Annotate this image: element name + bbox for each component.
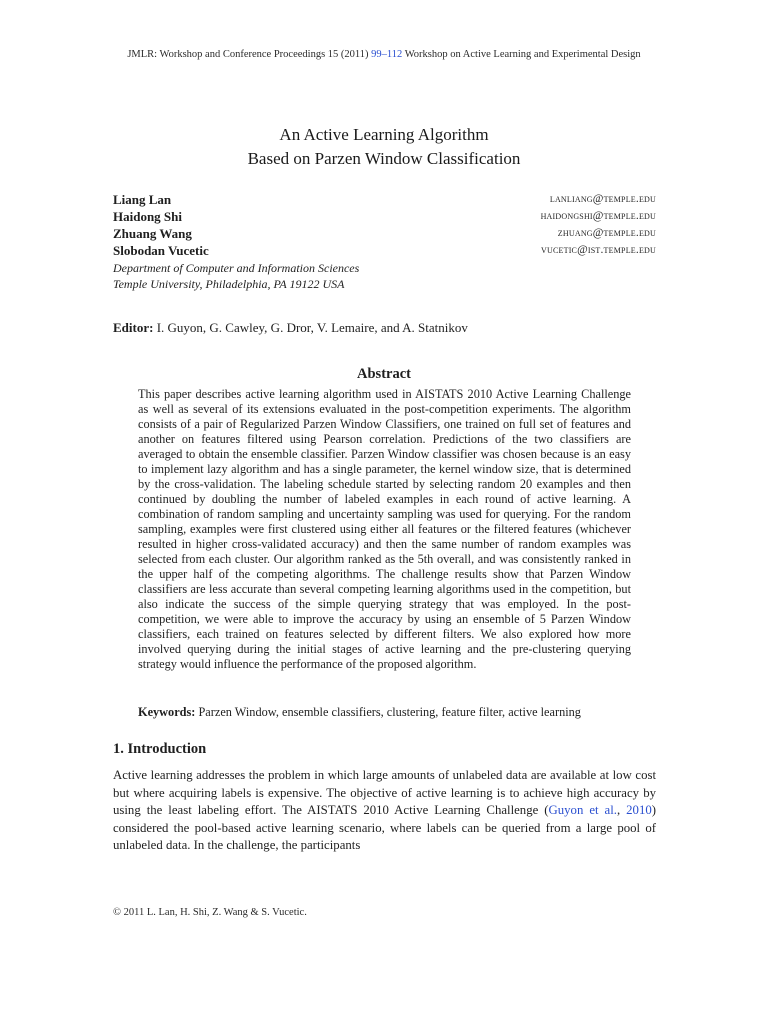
- page-range-link[interactable]: 99–112: [371, 49, 403, 60]
- author-row: [113, 225, 656, 242]
- author-email[interactable]: lanliang@temple.edu: [549, 193, 656, 205]
- author-block: [113, 191, 656, 292]
- title-line-2: Based on Parzen Window Classification: [247, 149, 521, 168]
- keywords-label: Keywords:: [138, 705, 196, 719]
- header-workshop: Workshop on Active Learning and Experimental Design: [404, 49, 641, 60]
- section-heading-introduction: 1. Introduction: [113, 741, 207, 757]
- paper-title: [0, 123, 768, 171]
- author-name: Haidong Shi: [113, 209, 183, 224]
- author-row: [113, 208, 656, 225]
- editor-names: I. Guyon, G. Cawley, G. Dror, V. Lemaire, and A. Statnikov: [156, 320, 468, 335]
- keywords-list: Parzen Window, ensemble classifiers, clustering, feature filter, active learning: [198, 705, 581, 719]
- citation-link-year[interactable]: 2010: [626, 803, 652, 818]
- abstract-heading: Abstract: [357, 366, 411, 382]
- affiliation-department: Department of Computer and Information Sciences: [113, 261, 360, 275]
- author-name: Zhuang Wang: [113, 226, 192, 241]
- citation-separator: ,: [616, 803, 627, 818]
- header-journal: JMLR: Workshop and Conference Proceedings 15 (2011): [127, 49, 369, 60]
- introduction-paragraph: [113, 767, 656, 855]
- keywords-line: [138, 705, 631, 720]
- author-name: Liang Lan: [113, 192, 172, 207]
- intro-text-before-citation: Active learning addresses the problem in which large amounts of unlabeled data are available at low cost but where acquiring labels is expensive. The objective of active learning is to achieve high accuracy by using the least labeling effort. The AISTATS 2010 Active Learning Challenge (: [113, 768, 656, 818]
- affiliation-university: Temple University, Philadelphia, PA 19122 USA: [113, 277, 345, 291]
- copyright-footer: © 2011 L. Lan, H. Shi, Z. Wang & S. Vucetic.: [113, 907, 307, 918]
- author-email[interactable]: vucetic@ist.temple.edu: [541, 244, 656, 256]
- author-name: Slobodan Vucetic: [113, 243, 209, 258]
- editor-line: [113, 320, 656, 336]
- author-row: [113, 191, 656, 208]
- abstract-body: This paper describes active learning algorithm used in AISTATS 2010 Active Learning Challenge as well as several of its extensions evaluated in the post-competition experiments. The algorithm consists of a pair of Regularized Parzen Window Classifiers, one trained on full set of features and another on features filtered using Pearson correlation. Predictions of the two classifiers are averaged to obtain the ensemble classifier. Parzen Window classifier was chosen because is an easy to implement lazy algorithm and has a single parameter, the kernel window size, that is determined by the cross-validation. The labeling schedule started by selecting random 20 examples and then continued by doubling the number of labeled examples in each round of active learning. A combination of random sampling and uncertainty sampling was used for querying. For the random sampling, examples were first clustered using either all features or the filtered features (whichever resulted in higher cross-validated accuracy) and then the same number of random examples was selected from each cluster. Our algorithm ranked as the 5th overall, and was consistently ranked in the upper half of the competing algorithms. The challenge results show that Parzen Window classifiers are less accurate than several competing learning algorithms used in the competition, but also indicate the success of the simple querying strategy that was employed. In the post-competition, we were able to improve the accuracy by using an ensemble of 5 Parzen Window classifiers, each trained on features selected by different filters. We also explored how more involved querying during the initial stages of active learning and the pre-clustering querying strategy would influence the performance of the proposed algorithm.: [138, 387, 631, 671]
- editor-label: Editor:: [113, 320, 154, 335]
- author-email[interactable]: zhuang@temple.edu: [557, 227, 656, 239]
- intro-text-after-citation: ) considered the pool-based active learning scenario, where labels can be queried from a large pool of unlabeled data. In the challenge, the participants: [113, 803, 656, 853]
- title-line-1: An Active Learning Algorithm: [279, 125, 489, 144]
- citation-link-authors[interactable]: Guyon et al.: [548, 803, 617, 818]
- running-header: [0, 49, 768, 60]
- author-row: [113, 242, 656, 259]
- author-email[interactable]: haidongshi@temple.edu: [540, 210, 656, 222]
